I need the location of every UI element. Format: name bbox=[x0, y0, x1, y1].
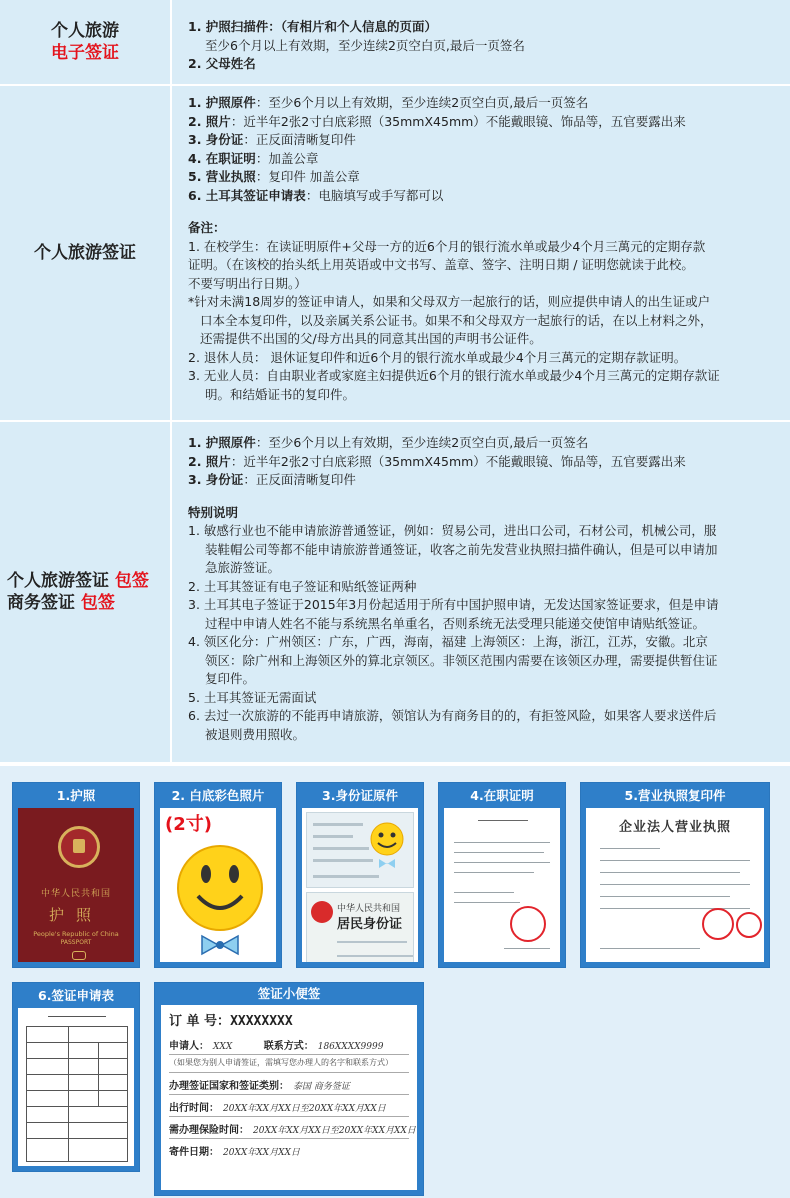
row-guaranteed-visa bbox=[0, 422, 790, 764]
card-visa-note bbox=[154, 982, 424, 1196]
card-title: 4.在职证明 bbox=[470, 788, 534, 803]
row-content bbox=[172, 422, 790, 762]
national-emblem-icon bbox=[58, 826, 100, 868]
row-tourist-visa bbox=[0, 86, 790, 422]
id-portrait-icon bbox=[367, 819, 407, 869]
card-passport bbox=[12, 782, 140, 968]
insurance-row: 需办理保险时间： 20XX年XX月XX日至20XX年XX月XX日 bbox=[169, 1117, 409, 1139]
country-row: 办理签证国家和签证类别： 泰国 商务签证 bbox=[169, 1073, 409, 1095]
materials-gallery bbox=[0, 766, 790, 1198]
notes-title: 特别说明 bbox=[188, 504, 239, 520]
note-line: 3. 土耳其电子签证于2015年3月份起适用于所有中国护照申请，无发达国家签证要求，但是申请 bbox=[188, 597, 719, 612]
photo-area bbox=[160, 808, 276, 962]
label-line: 个人旅游签证 包签 bbox=[7, 571, 149, 591]
travel-time-row: 出行时间： 20XX年XX月XX日至20XX年XX月XX日 bbox=[169, 1095, 409, 1117]
send-date-row: 寄件日期： 20XX年XX月XX日 bbox=[169, 1147, 300, 1158]
id-card-back bbox=[306, 892, 414, 962]
label-line: 个人旅游签证 bbox=[34, 243, 136, 263]
row-content bbox=[172, 86, 790, 420]
req-line: 2. 照片：近半年2张2寸白底彩照（35mmX45mm）不能戴眼镜、饰品等，五官要露出来 bbox=[188, 113, 686, 129]
photo-size-tag: (2寸) bbox=[165, 814, 212, 835]
document-icon bbox=[444, 808, 560, 962]
req-line: 5. 营业执照：复印件 加盖公章 bbox=[188, 169, 360, 184]
id-back-line1: 中华人民共和国 bbox=[337, 904, 401, 914]
applicant-row: 申请人： XXX 联系方式： 186XXXX9999 bbox=[169, 1033, 409, 1055]
form-icon bbox=[18, 1008, 134, 1166]
label-line: 商务签证 包签 bbox=[7, 593, 115, 613]
card-photo bbox=[154, 782, 282, 968]
license-seal-icon bbox=[702, 908, 734, 940]
applicant-hint: （如果您为别人申请签证，需填写您办理人的名字和联系方式） bbox=[169, 1055, 409, 1073]
note-line: 证明。（在该校的抬头纸上用英语或中文书写、盖章、签字、注明日期 / 证明您就读于此校。 bbox=[188, 257, 694, 272]
note-line: 1. 敏感行业也不能申请旅游普通签证，例如：贸易公司，进出口公司，石材公司，机械公司，服 bbox=[188, 523, 717, 538]
req-line: 3. 身份证：正反面清晰复印件 bbox=[188, 132, 356, 147]
note-line: 还需提供不出国的父/母方出具的同意其出国的声明书公证件。 bbox=[200, 331, 542, 346]
card-title: 6.签证申请表 bbox=[38, 988, 114, 1003]
req-line: 2. 父母姓名 bbox=[188, 56, 256, 71]
req-line: 3. 身份证：正反面清晰复印件 bbox=[188, 472, 356, 487]
req-line: 1. 护照扫描件：（有相片和个人信息的页面） bbox=[188, 19, 438, 34]
license-doc-title: 企业法人营业执照 bbox=[618, 820, 731, 835]
card-title: 3.身份证原件 bbox=[322, 788, 398, 803]
card-idcard bbox=[296, 782, 424, 968]
note-line: 3. 无业人员：自由职业者或家庭主妇提供近6个月的银行流水单或最少4个月三萬元的定期存款证 bbox=[188, 368, 720, 383]
passport-icon bbox=[18, 808, 134, 962]
label-line: 个人旅游 bbox=[51, 21, 119, 41]
note-line: 2. 土耳其签证有电子签证和贴纸签证两种 bbox=[188, 578, 417, 594]
passport-cover-en2: PASSPORT bbox=[60, 939, 92, 946]
id-card-front bbox=[306, 812, 414, 888]
req-line: 至少6个月以上有效期，至少连续2页空白页,最后一页签名 bbox=[205, 37, 525, 53]
license-icon bbox=[586, 808, 764, 962]
note-line: 6. 去过一次旅游的不能再申请旅游，领馆认为有商务目的的，有拒签风险，如果客人要求送件后 bbox=[188, 708, 717, 723]
note-line: 过程中申请人姓名不能与系统黑名单重名，否则系统无法受理只能递交使馆申请贴纸签证。 bbox=[205, 615, 706, 631]
card-title: 签证小便签 bbox=[257, 986, 321, 1001]
national-emblem-icon bbox=[311, 901, 333, 923]
notes-title: 备注： bbox=[188, 220, 226, 235]
id-back-line2: 居民身份证 bbox=[337, 917, 403, 932]
card-employment bbox=[438, 782, 566, 968]
label-line-red: 电子签证 bbox=[51, 43, 119, 63]
card-title: 2. 白底彩色照片 bbox=[171, 788, 265, 803]
card-license bbox=[580, 782, 770, 968]
note-line: 不要写明出行日期。） bbox=[188, 275, 307, 291]
req-line: 6. 土耳其签证申请表：电脑填写或手写都可以 bbox=[188, 187, 444, 203]
order-number: 订 单 号：XXXXXXXX bbox=[169, 1014, 293, 1029]
card-title: 1.护照 bbox=[56, 788, 96, 803]
visa-note-sheet bbox=[161, 1005, 417, 1190]
note-line: *针对未满18周岁的签证申请人，如果和父母双方一起旅行的话，则应提供申请人的出生证或户 bbox=[188, 294, 711, 309]
note-line: 领区：除广州和上海领区外的算北京领区。非领区范围内需要在该领区办理，需要提供暂住证 bbox=[205, 652, 718, 668]
note-line: 2. 退休人员： 退休证复印件和近6个月的银行流水单或最少4个月三萬元的定期存款证明。 bbox=[188, 349, 687, 365]
note-line: 被退则费用照收。 bbox=[205, 726, 306, 742]
note-line: 5. 土耳其签证无需面试 bbox=[188, 689, 317, 705]
note-line: 4. 领区化分：广州领区：广东，广西，海南，福建 上海领区：上海，浙江，江苏，安徽。北京 bbox=[188, 634, 708, 649]
row-label bbox=[0, 422, 172, 762]
note-line: 1. 在校学生：在读证明原件+父母一方的近6个月的银行流水单或最少4个月三萬元的定期存款 bbox=[188, 238, 706, 254]
row-content bbox=[172, 0, 790, 84]
row-e-visa bbox=[0, 0, 790, 86]
note-line: 口本全本复印件，以及亲属关系公证书。如果不和父母双方一起旅行的话，在以上材料之外， bbox=[200, 312, 713, 328]
passport-cover-en: People's Republic of China bbox=[33, 930, 119, 938]
note-line: 复印件。 bbox=[205, 671, 256, 686]
id-card-icon bbox=[302, 808, 418, 962]
note-line: 明。和结婚证书的复印件。 bbox=[205, 386, 356, 402]
license-seal2-icon bbox=[736, 912, 762, 938]
req-line: 1. 护照原件：至少6个月以上有效期，至少连续2页空白页,最后一页签名 bbox=[188, 435, 589, 450]
card-title: 5.营业执照复印件 bbox=[624, 788, 726, 803]
req-line: 1. 护照原件：至少6个月以上有效期，至少连续2页空白页,最后一页签名 bbox=[188, 95, 589, 110]
company-seal-icon bbox=[510, 906, 546, 942]
row-label bbox=[0, 0, 172, 84]
biometric-chip-icon bbox=[72, 951, 86, 960]
note-line: 急旅游签证。 bbox=[205, 560, 281, 575]
card-application bbox=[12, 982, 140, 1172]
row-label bbox=[0, 86, 172, 420]
note-line: 装鞋帽公司等都不能申请旅游普通签证，收客之前先发营业执照扫描件确认，但是可以申请加 bbox=[205, 541, 718, 557]
req-line: 4. 在职证明：加盖公章 bbox=[188, 150, 319, 166]
passport-cover-word: 护照 bbox=[48, 906, 103, 924]
passport-cover-text: 中华人民共和国 bbox=[40, 889, 111, 899]
smiley-face-icon bbox=[160, 808, 276, 962]
req-line: 2. 照片：近半年2张2寸白底彩照（35mmX45mm）不能戴眼镜、饰品等，五官要露出来 bbox=[188, 453, 686, 469]
